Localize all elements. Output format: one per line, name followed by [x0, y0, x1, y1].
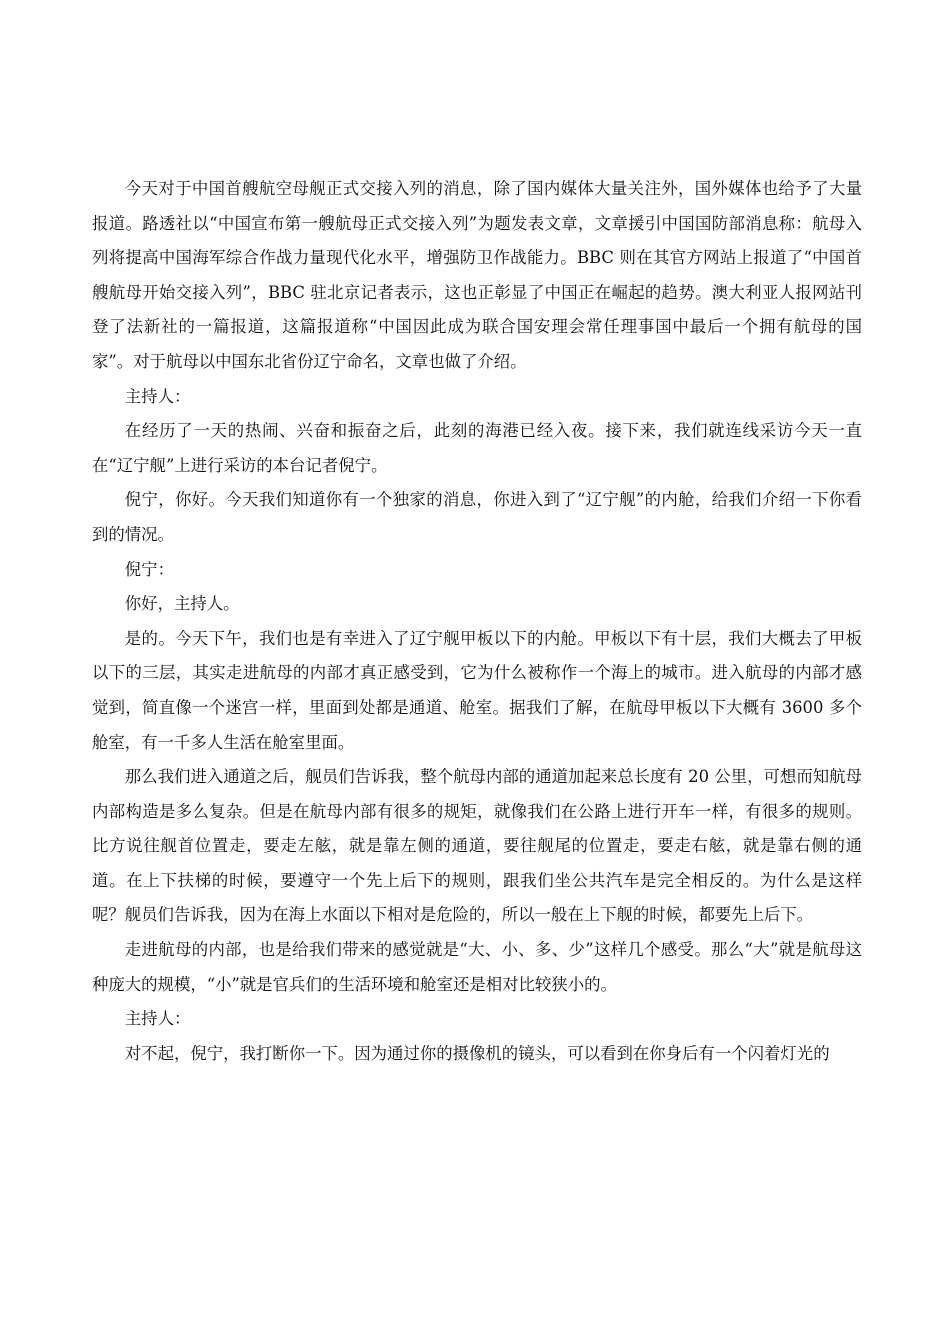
paragraph-host-question: 倪宁，你好。今天我们知道你有一个独家的消息，你进入到了“辽宁舰”的内舱，给我们介绍一下你看到的情况。: [92, 490, 862, 544]
document-body: [92, 172, 862, 1071]
paragraph-reporter-greeting: 你好，主持人。: [124, 594, 240, 614]
speaker-label-host: 主持人：: [124, 386, 191, 406]
paragraph-foreign-media-report: 今天对于中国首艘航空母舰正式交接入列的消息，除了国内媒体大量关注外，国外媒体也给予了大量报道。路透社以“中国宣布第一艘航母正式交接入列”为题发表文章，文章援引中国国防部消息称：航母入列将提高中国海军综合作战力量现代化水平，增强防卫作战能力。BBC 则在其官方网站上报道了“中国首艘航母开始交接入列”，BBC 驻北京记者表示，这也正彰显了中国正在崛起的趋势。澳大利亚人报网站刊登了法新社的一篇报道，这篇报道称“中国因此成为联合国安理会常任理事国中最后一个拥有航母的国家”。对于航母以中国东北省份辽宁命名，文章也做了介绍。: [92, 179, 862, 371]
paragraph-big-small: 走进航母的内部，也是给我们带来的感觉就是“大、小、多、少”这样几个感受。那么“大”就是航母这种庞大的规模，“小”就是官兵们的生活环境和舱室还是相对比较狭小的。: [92, 940, 862, 994]
speaker-label-reporter: 倪宁：: [124, 559, 174, 579]
paragraph-host-intro: 在经历了一天的热闹、兴奋和振奋之后，此刻的海港已经入夜。接下来，我们就连线采访今天一直在“辽宁舰”上进行采访的本台记者倪宁。: [92, 421, 862, 475]
paragraph-passage-rules: 那么我们进入通道之后，舰员们告诉我，整个航母内部的通道加起来总长度有 20 公里，可想而知航母内部构造是多么复杂。但是在航母内部有很多的规矩，就像我们在公路上进行开车一样，有很多的规则。比方说往舰首位置走，要走左舷，就是靠左侧的通道，要往舰尾的位置走，要走右舷，就是靠右侧的通道。在上下扶梯的时候，要遵守一个先上后下的规则，跟我们坐公共汽车是完全相反的。为什么是这样呢？舰员们告诉我，因为在海上水面以下相对是危险的，所以一般在上下舰的时候，都要先上后下。: [92, 767, 862, 925]
paragraph-host-interrupt: 对不起，倪宁，我打断你一下。因为通过你的摄像机的镜头，可以看到在你身后有一个闪着灯光的: [124, 1043, 830, 1063]
paragraph-inner-cabin: 是的。今天下午，我们也是有幸进入了辽宁舰甲板以下的内舱。甲板以下有十层，我们大概去了甲板以下的三层，其实走进航母的内部才真正感受到，它为什么被称作一个海上的城市。进入航母的内部才感觉到，简直像一个迷宫一样，里面到处都是通道、舱室。据我们了解，在航母甲板以下大概有 3600 多个舱室，有一千多人生活在舱室里面。: [92, 628, 862, 752]
speaker-label-host: 主持人：: [124, 1009, 191, 1029]
